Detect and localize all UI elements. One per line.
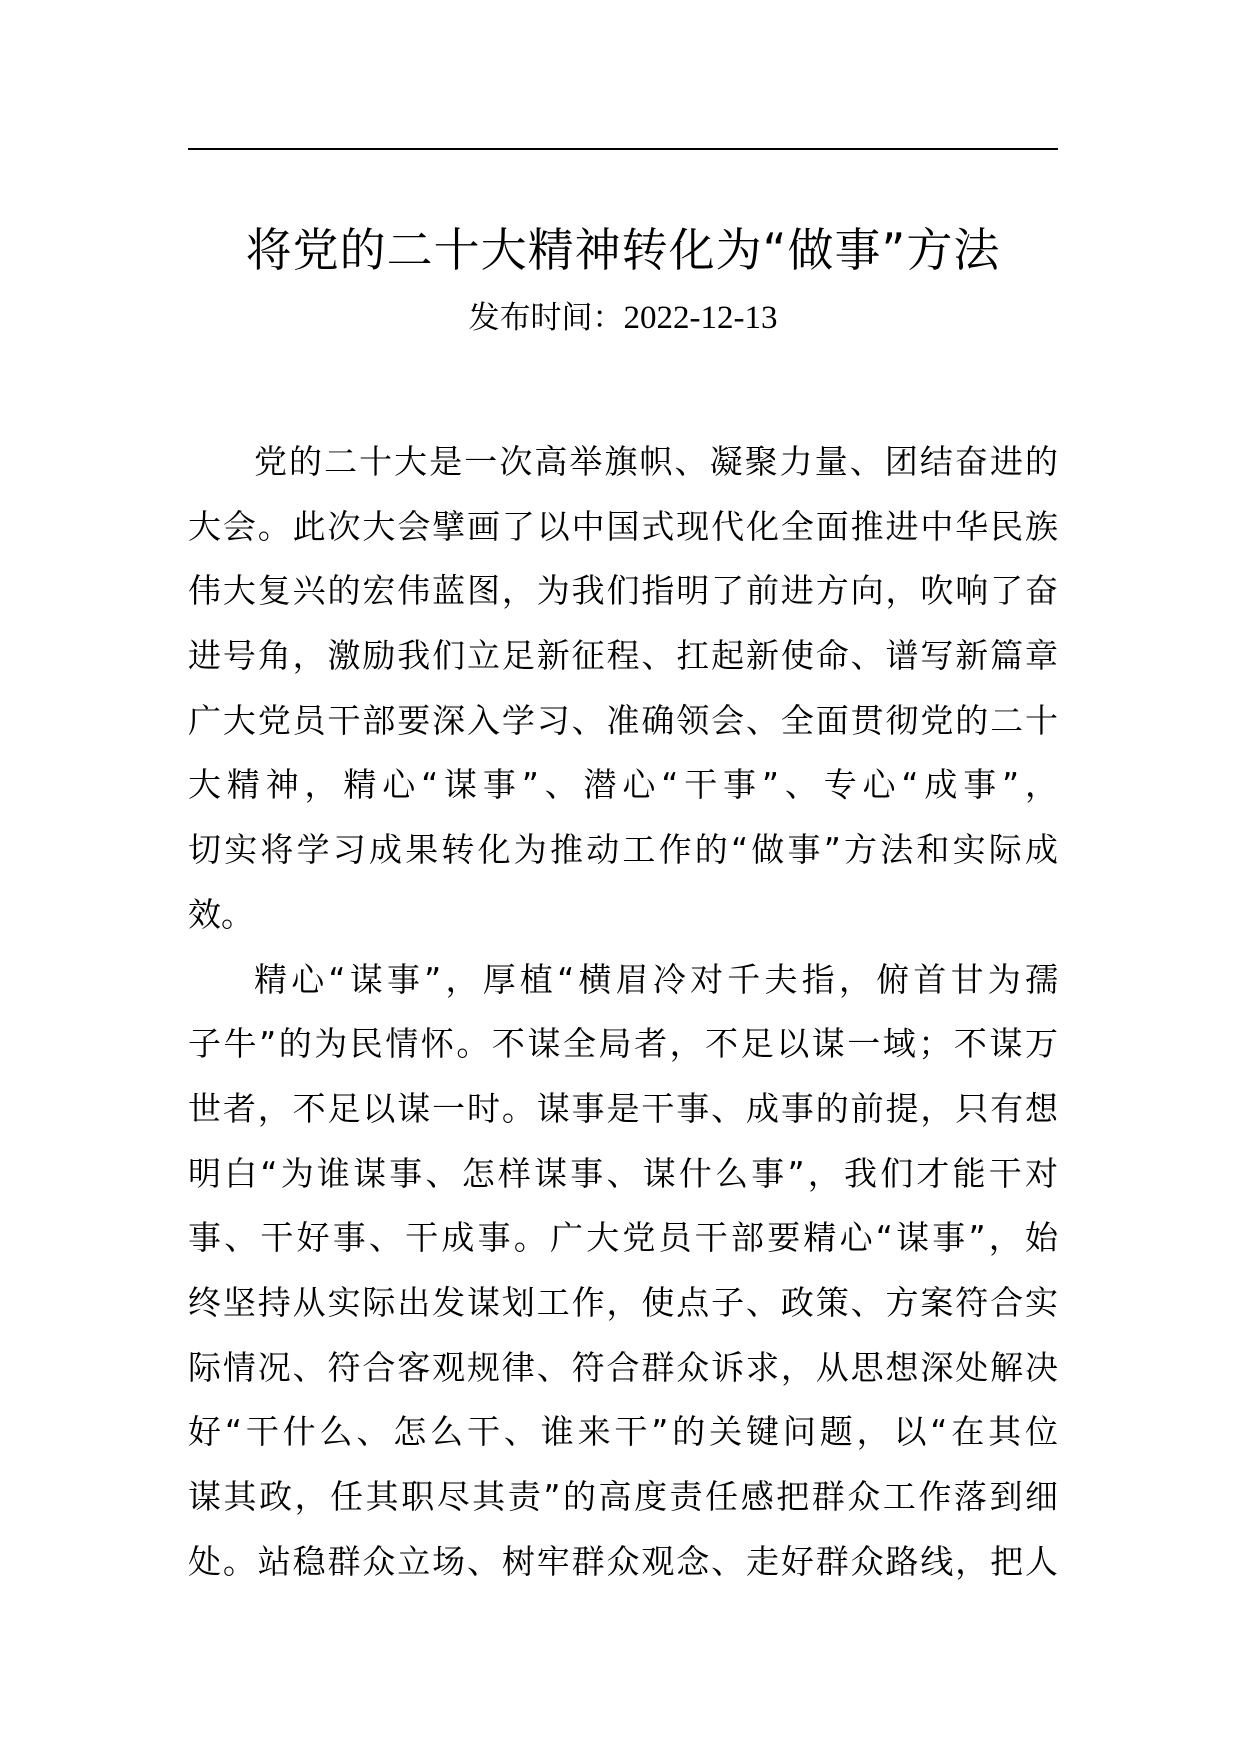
publish-date [188, 296, 1058, 340]
header-rule [188, 148, 1058, 150]
body-line: 进号角，激励我们立足新征程、扛起新使命、谱写新篇章 [188, 636, 1058, 676]
body-line: 处。站稳群众立场、树牢群众观念、走好群众路线，把人 [188, 1541, 1058, 1581]
body-line: 明白“为谁谋事、怎样谋事、谋什么事”，我们才能干对 [188, 1153, 1058, 1193]
body-line: 际情况、符合客观规律、符合群众诉求，从思想深处解决 [188, 1347, 1058, 1387]
article-title: 将党的二十大精神转化为“做事”方法 [245, 223, 1001, 277]
body-line: 好“干什么、怎么干、谁来干”的关键问题，以“在其位 [188, 1412, 1058, 1452]
body-line: 谋其政，任其职尽其责”的高度责任感把群众工作落到细 [188, 1477, 1058, 1516]
body-line: 切实将学习成果转化为推动工作的“做事”方法和实际成 [188, 830, 1058, 870]
body-line: 精心“谋事”，厚植“横眉冷对千夫指，俯首甘为孺 [254, 959, 1058, 999]
body-line: 事、干好事、干成事。广大党员干部要精心“谋事”，始 [188, 1218, 1058, 1258]
body-line: 党的二十大是一次高举旗帜、凝聚力量、团结奋进的 [254, 442, 1058, 481]
body-line: 伟大复兴的宏伟蓝图，为我们指明了前进方向，吹响了奋 [188, 571, 1058, 611]
body-line: 子牛”的为民情怀。不谋全局者，不足以谋一域；不谋万 [188, 1024, 1058, 1064]
body-line: 广大党员干部要深入学习、准确领会、全面贯彻党的二十 [188, 700, 1058, 740]
body-line: 终坚持从实际出发谋划工作，使点子、政策、方案符合实 [188, 1282, 1058, 1322]
body-line: 世者，不足以谋一时。谋事是干事、成事的前提，只有想 [188, 1088, 1058, 1128]
body-line: 效。 [188, 894, 254, 934]
body-line: 大精神，精心“谋事”、潜心“干事”、专心“成事”， [188, 765, 1058, 805]
body-line: 大会。此次大会擘画了以中国式现代化全面推进中华民族 [188, 506, 1058, 546]
publish-date-label: 发布时间： [468, 300, 624, 336]
article-body [188, 430, 1058, 1594]
publish-date-value: 2022-12-13 [623, 300, 778, 336]
